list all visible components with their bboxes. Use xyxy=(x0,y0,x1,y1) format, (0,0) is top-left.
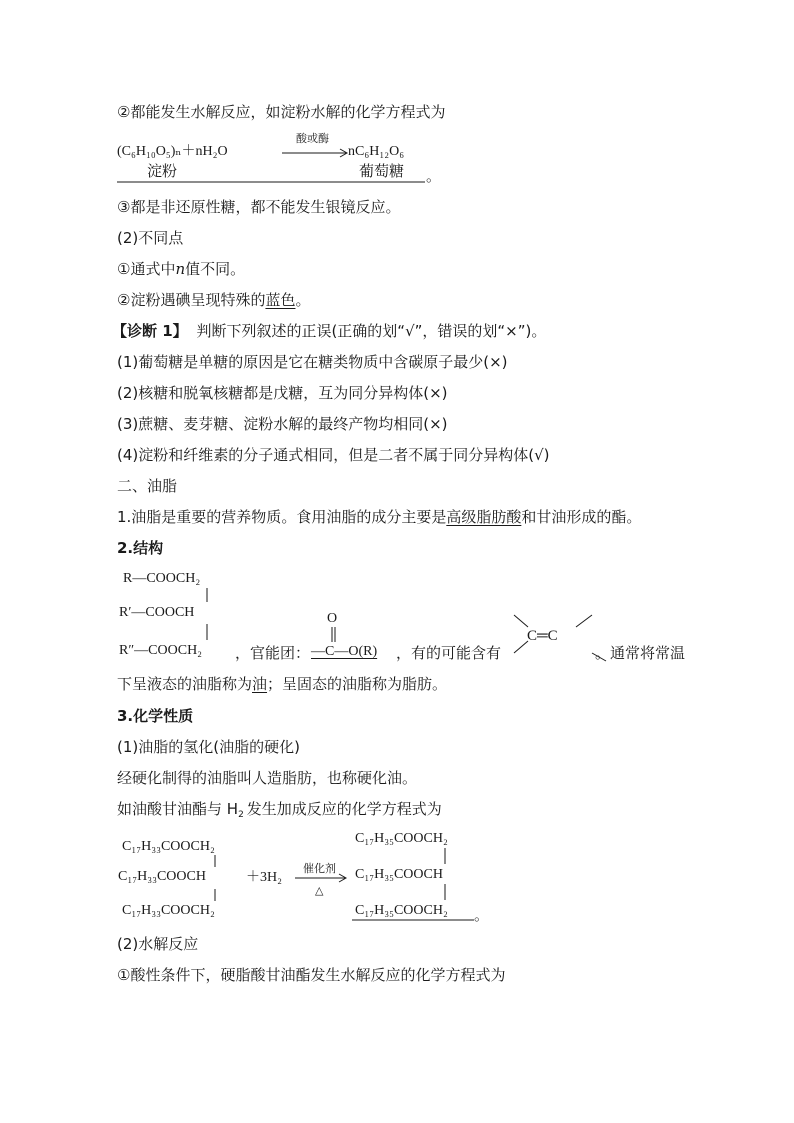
text-line: 经硬化制得的油脂叫人造脂肪，也称硬化油。 xyxy=(117,769,418,787)
eq2-plus-h2: ＋3H₂ xyxy=(246,870,282,885)
eq2-left-row: C₁₇H₃₃COOCH₂ xyxy=(122,903,215,918)
cc-double-bond: C═C xyxy=(527,628,558,644)
eq2-right-row: C₁₇H₃₅COOCH xyxy=(355,867,443,882)
text-span: 。通常将常温 xyxy=(595,644,686,662)
text-span: 和甘油形成的酯。 xyxy=(521,508,642,526)
text-span: 值不同。 xyxy=(185,260,246,278)
eq2-right-row: C₁₇H₃₅COOCH₂ xyxy=(355,903,448,918)
subheading: (2)不同点 xyxy=(117,229,184,247)
eq1-product: nC₆H₁₂O₆ xyxy=(348,144,405,159)
subheading: (1)油脂的氢化(油脂的硬化) xyxy=(117,738,300,756)
diagnosis-prompt xyxy=(112,321,546,341)
eq1-reactant: (C₆H₁₀O₅)ₙ＋nH₂O xyxy=(117,144,228,159)
eq2-left-bonds xyxy=(214,853,218,905)
eq1-end: 。 xyxy=(426,167,442,185)
underlined-answer: 高级脂肪酸 xyxy=(446,508,522,526)
text-span: 。 xyxy=(295,291,311,309)
subheading: 2.结构 xyxy=(117,539,164,557)
section-heading: 二、油脂 xyxy=(117,477,178,495)
text-span: ，有的可能含有 xyxy=(396,644,502,662)
fg-formula: —C—O(R) xyxy=(311,644,378,659)
diagnosis-item: (4)淀粉和纤维素的分子通式相同，但是二者不属于同分异构体(√) xyxy=(117,446,550,464)
eq1-underline xyxy=(117,181,429,183)
diagnosis-tag: 【诊断 1】 xyxy=(112,322,188,340)
fg-oxygen: O xyxy=(327,611,338,626)
text-span: ；呈固态的油脂称为脂肪。 xyxy=(267,675,448,693)
eq2-underline xyxy=(352,919,476,921)
subscript: 2 xyxy=(238,810,244,820)
eq2-left-row: C₁₇H₃₃COOCH₂ xyxy=(122,839,215,854)
diagnosis-item: (3)蔗糖、麦芽糖、淀粉水解的最终产物均相同(×) xyxy=(117,415,448,433)
text-span: 1.油脂是重要的营养物质。食用油脂的成分主要是 xyxy=(117,508,447,526)
text-span: 判断下列叙述的正误(正确的划“√”，错误的划“×”)。 xyxy=(196,322,547,340)
text-span: 发生加成反应的化学方程式为 xyxy=(246,800,442,818)
text-line: ②都能发生水解反应，如淀粉水解的化学方程式为 xyxy=(117,103,446,121)
text-span: 如油酸甘油酯与 H xyxy=(117,800,239,818)
text-line xyxy=(117,674,447,694)
underlined-answer: 蓝色 xyxy=(265,291,296,309)
struct-bonds xyxy=(206,588,210,642)
text-line: ①酸性条件下，硬脂酸甘油酯发生水解反应的化学方程式为 xyxy=(117,966,506,984)
text-line: ③都是非还原性糖，都不能发生银镜反应。 xyxy=(117,198,401,216)
subheading: 3.化学性质 xyxy=(117,707,194,725)
diagnosis-item: (1)葡萄糖是单糖的原因是它在糖类物质中含碳原子最少(×) xyxy=(117,353,508,371)
underlined-answer: 油 xyxy=(252,675,268,693)
text-span: ①通式中 xyxy=(117,260,176,278)
subheading: (2)水解反应 xyxy=(117,935,199,953)
text-span: ②淀粉遇碘呈现特殊的 xyxy=(117,291,266,309)
text-line xyxy=(117,799,442,819)
text-span: 下呈液态的油脂称为 xyxy=(117,675,253,693)
eq1-condition: 酸或酶 xyxy=(296,133,329,145)
variable-n: n xyxy=(175,260,186,278)
eq2-catalyst: 催化剂 xyxy=(303,863,336,875)
eq2-right-row: C₁₇H₃₅COOCH₂ xyxy=(355,831,448,846)
double-bond-mark xyxy=(331,627,337,643)
eq2-end: 。 xyxy=(474,906,490,924)
eq2-left-row: C₁₇H₃₃COOCH xyxy=(118,869,206,884)
text-line xyxy=(117,259,245,279)
eq1-label-glucose: 葡萄糖 xyxy=(359,162,405,180)
eq2-heat: △ xyxy=(315,885,324,897)
eq1-label-starch: 淀粉 xyxy=(147,162,178,180)
struct-row: R′—COOCH xyxy=(119,605,195,620)
struct-row: R″—COOCH₂ xyxy=(119,643,203,658)
struct-row: R—COOCH₂ xyxy=(123,571,201,586)
fg-label: ，官能团： xyxy=(235,644,311,662)
diagnosis-item: (2)核糖和脱氧核糖都是戊糖，互为同分异构体(×) xyxy=(117,384,448,402)
reaction-arrow-icon xyxy=(282,148,352,158)
eq2-right-bonds xyxy=(444,848,448,904)
text-line xyxy=(117,507,641,527)
text-line xyxy=(117,290,310,310)
